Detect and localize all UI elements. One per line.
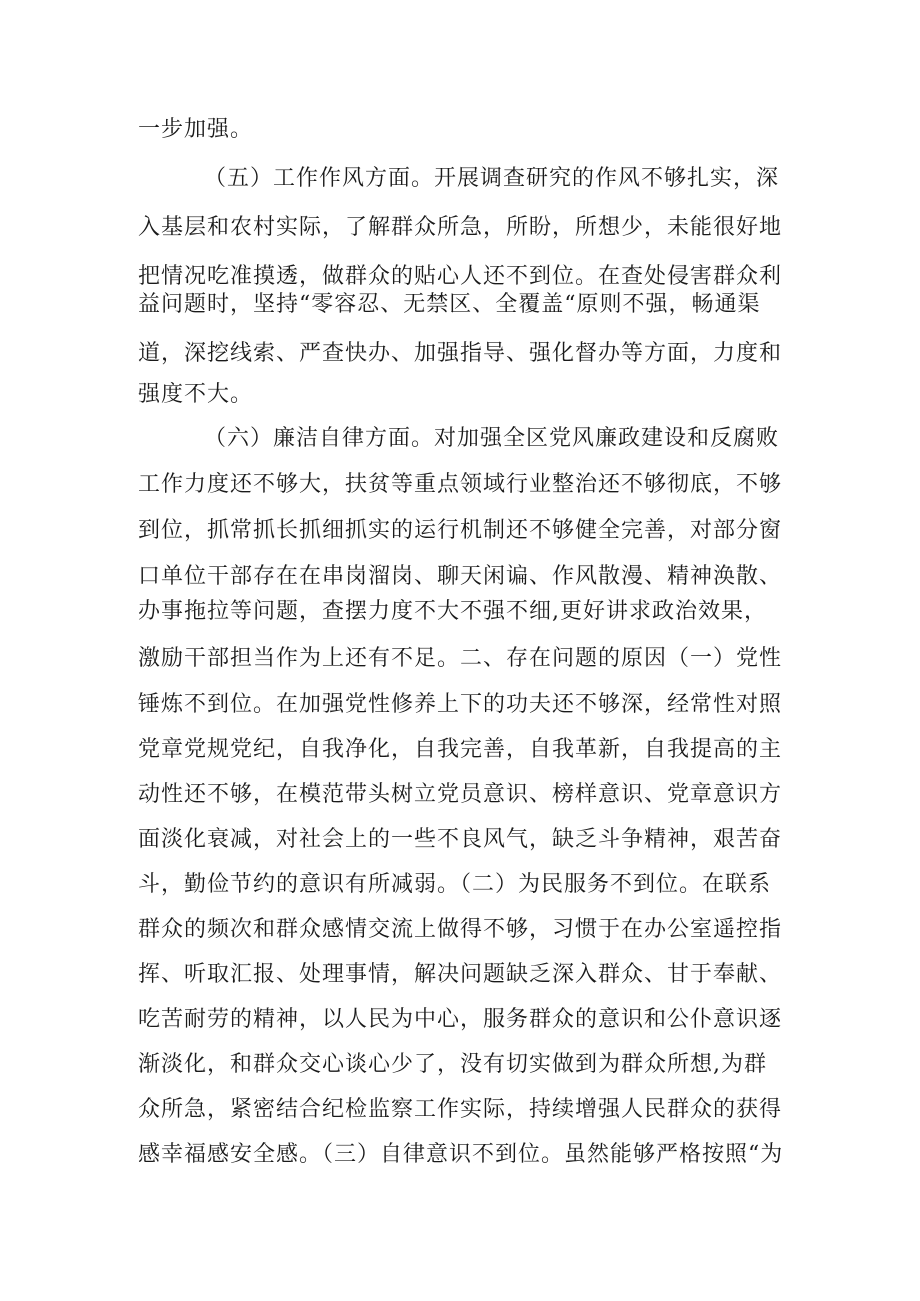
text-line: 办事拖拉等问题，查摆力度不大不强不细,更好讲求政治效果，: [138, 599, 767, 624]
text-line: 道，深挖线索、严查快办、加强指导、强化督办等方面，力度和: [138, 341, 783, 366]
text-line: 益问题时，坚持“零容忍、无禁区、全覆盖“原则不强，畅通渠: [138, 292, 761, 317]
text-line: 把情况吃准摸透，做群众的贴心人还不到位。在查处侵害群众利: [138, 264, 783, 289]
text-line: 强度不大。: [138, 382, 254, 407]
text-line: 众所急，紧密结合纪检监察工作实际，持续增强人民群众的获得: [138, 1097, 783, 1122]
text-line: 斗，勤俭节约的意识有所减弱。（二）为民服务不到位。在联系: [138, 872, 772, 897]
text-line: 渐淡化，和群众交心谈心少了，没有切实做到为群众所想,为群: [138, 1052, 767, 1077]
text-line: 感幸福感安全感。（三）自律意识不到位。虽然能够严格按照“为: [138, 1142, 784, 1167]
text-line: 工作力度还不够大，扶贫等重点领域行业整治还不够彻底，不够: [138, 472, 783, 497]
text-line: 到位，抓常抓长抓细抓实的运行机制还不够健全完善，对部分窗: [138, 518, 783, 543]
text-line: 面淡化衰减，对社会上的一些不良风气，缺乏斗争精神，艰苦奋: [138, 827, 783, 852]
text-line: 党章党规党纪，自我净化，自我完善，自我革新，自我提高的主: [138, 737, 783, 762]
text-line: 吃苦耐劳的精神，以人民为中心，服务群众的意识和公仆意识逐: [138, 1007, 783, 1032]
text-line: 挥、听取汇报、处理事情，解决问题缺乏深入群众、甘于奉献、: [138, 962, 783, 987]
text-line: （五）工作作风方面。开展调查研究的作风不够扎实，深: [204, 166, 780, 191]
text-line: （六）廉洁自律方面。对加强全区党风廉政建设和反腐败: [204, 426, 780, 451]
text-line: 入基层和农村实际，了解群众所急，所盼，所想少，未能很好地: [138, 215, 783, 240]
text-line: 群众的频次和群众感情交流上做得不够，习惯于在办公室遥控指: [138, 917, 783, 942]
text-line: 口单位干部存在在串岗溜岗、聊天闲谝、作风散漫、精神涣散、: [138, 564, 783, 589]
text-line: 激励干部担当作为上还有不足。二、存在问题的原因（一）党性: [138, 646, 783, 671]
text-line: 动性还不够，在模范带头树立党员意识、榜样意识、党章意识方: [138, 782, 783, 807]
text-line: 锤炼不到位。在加强党性修养上下的功夫还不够深，经常性对照: [138, 692, 783, 717]
text-line: 一步加强。: [138, 117, 254, 142]
